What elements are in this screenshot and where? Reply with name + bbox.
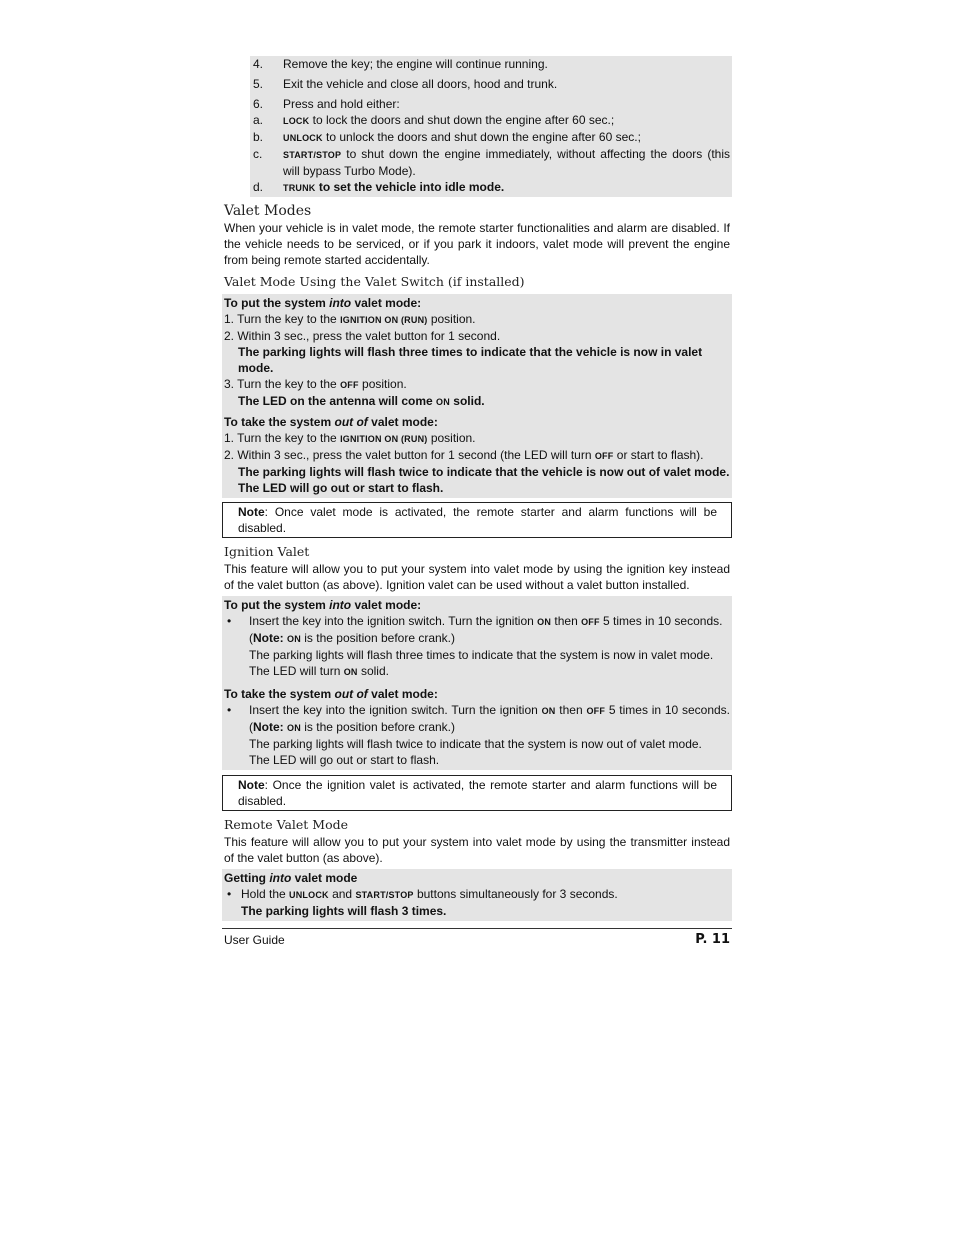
- step-number: a.: [253, 113, 264, 127]
- step-item: [250, 146, 730, 179]
- section-title-valet-switch: Valet Mode Using the Valet Switch (if installed): [224, 274, 525, 289]
- remote-getting-heading: Getting into valet mode: [224, 871, 358, 885]
- into-step-3: 3. Turn the key to the OFF position.: [224, 377, 407, 391]
- button-name: START/STOP: [283, 150, 342, 160]
- step-text: LOCK to lock the doors and shut down the engine after 60 sec.;: [283, 113, 615, 127]
- step-text: Remove the key; the engine will continue running.: [283, 57, 548, 71]
- ignition-valet-intro: This feature will allow you to put your system into valet mode by using the ignition key instead of the valet button (as above). Ignition valet can be used without a valet button installed.: [224, 562, 730, 592]
- step-text: START/STOP to shut down the engine immediately, without affecting the doors (this will bypass Turbo Mode).: [283, 147, 730, 178]
- step-text: TRUNK to set the vehicle into idle mode.: [283, 180, 505, 194]
- remote-valet-intro: This feature will allow you to put your system into valet mode by using the transmitter instead of the valet button (as above).: [224, 835, 730, 865]
- step-item: [250, 96, 730, 112]
- step-item: [250, 179, 730, 196]
- ignition-valet-note: Note: Once the ignition valet is activated, the remote starter and alarm functions will be disabled.: [222, 775, 732, 811]
- step-number: 4.: [253, 57, 264, 71]
- valet-switch-note: Note: Once valet mode is activated, the remote starter and alarm functions will be disabled.: [222, 502, 732, 538]
- step-item: [250, 129, 730, 146]
- bullet-icon: •: [227, 887, 232, 901]
- out-step-2: 2. Within 3 sec., press the valet button for 1 second (the LED will turn OFF or start to flash).: [224, 448, 704, 462]
- into-step-2: 2. Within 3 sec., press the valet button for 1 second.: [224, 329, 501, 343]
- step-text: Exit the vehicle and close all doors, hood and trunk.: [283, 77, 558, 91]
- page-footer: [222, 928, 732, 948]
- ign-into-heading: To put the system into valet mode:: [224, 598, 422, 612]
- step-number: 6.: [253, 97, 264, 111]
- ign-into-bullet: [224, 613, 730, 680]
- into-step-1: 1. Turn the key to the IGNITION ON (RUN) position.: [224, 312, 476, 326]
- ign-into-note: (Note: ON is the position before crank.): [249, 631, 455, 645]
- ign-into-instruction: Insert the key into the ignition switch. Turn the ignition ON then OFF 5 times in 10 seconds.: [249, 614, 723, 628]
- ign-out-instruction: Insert the key into the ignition switch. Turn the ignition ON then OFF 5 times in 10 seconds. (Note: ON is the position before crank.): [249, 703, 730, 734]
- remote-start-steps: [250, 56, 732, 197]
- step-number: b.: [253, 130, 264, 144]
- out-result-2: The LED will go out or start to flash.: [238, 481, 444, 495]
- section-title-remote-valet: Remote Valet Mode: [224, 817, 349, 832]
- into-step-2-result: The parking lights will flash three times to indicate that the vehicle is now in valet mode.: [238, 345, 703, 375]
- button-name: UNLOCK: [283, 133, 323, 143]
- step-item: [250, 112, 730, 129]
- button-name: LOCK: [283, 116, 310, 126]
- step-number: 5.: [253, 77, 264, 91]
- remote-bullet: [224, 886, 730, 919]
- section-title-valet-modes: Valet Modes: [224, 203, 312, 219]
- remote-instruction: Hold the UNLOCK and START/STOP buttons simultaneously for 3 seconds.: [241, 887, 618, 901]
- ignition-valet-steps: [222, 596, 732, 770]
- button-name: TRUNK: [283, 183, 316, 193]
- bullet-icon: •: [227, 614, 232, 628]
- ign-out-result-1: The parking lights will flash twice to indicate that the system is now out of valet mode.: [249, 737, 702, 751]
- ign-out-result-2: The LED will go out or start to flash.: [249, 753, 440, 767]
- step-text: Press and hold either:: [283, 97, 400, 111]
- out-result-1: The parking lights will flash twice to indicate that the vehicle is now out of valet mode.: [238, 465, 730, 479]
- step-number: c.: [253, 147, 263, 161]
- remote-valet-steps: [222, 869, 732, 921]
- out-step-1: 1. Turn the key to the IGNITION ON (RUN) position.: [224, 431, 476, 445]
- footer-title: User Guide: [224, 933, 285, 947]
- out-valet-heading: To take the system out of valet mode:: [224, 415, 438, 429]
- bullet-icon: •: [227, 703, 232, 717]
- ign-out-bullet: [224, 702, 730, 768]
- page-number: P. 11: [695, 932, 730, 947]
- ign-out-heading: To take the system out of valet mode:: [224, 687, 438, 701]
- valet-switch-steps: [222, 294, 732, 498]
- section-title-ignition-valet: Ignition Valet: [224, 544, 310, 559]
- step-text: UNLOCK to unlock the doors and shut down the engine after 60 sec.;: [283, 130, 641, 144]
- ign-into-result-1: The parking lights will flash three times to indicate that the system is now in valet mode.: [249, 648, 714, 662]
- step-item: [250, 76, 730, 92]
- into-valet-heading: To put the system into valet mode:: [224, 296, 422, 310]
- ign-into-result-2: The LED will turn ON solid.: [249, 664, 389, 678]
- manual-page: [222, 56, 732, 948]
- step-item: [250, 56, 730, 72]
- valet-modes-intro: When your vehicle is in valet mode, the remote starter functionalities and alarm are disabled. If the vehicle needs to be serviced, or if you park it indoors, valet mode will prevent the engine from being remote started accidentally.: [224, 221, 730, 267]
- step-number: d.: [253, 180, 264, 194]
- into-step-3-result: The LED on the antenna will come ON solid.: [238, 394, 485, 408]
- remote-result: The parking lights will flash 3 times.: [241, 904, 447, 918]
